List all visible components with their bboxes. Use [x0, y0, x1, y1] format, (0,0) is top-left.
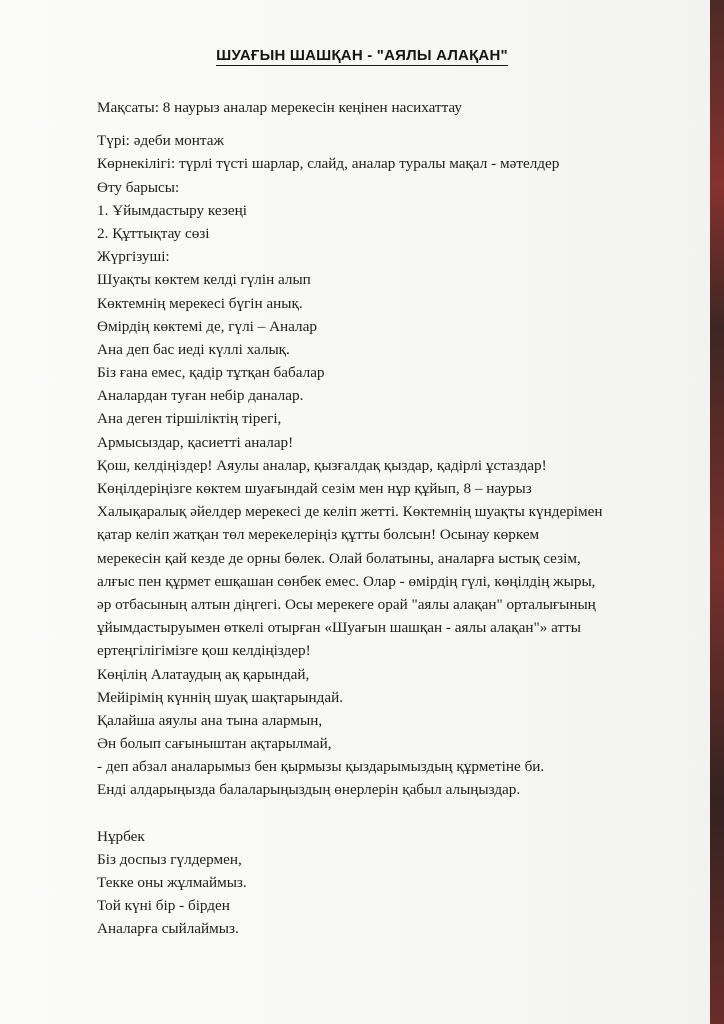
text-line: Шуақты көктем келді гүлін алып [97, 271, 311, 289]
document-title-text: ШУАҒЫН ШАШҚАН - "АЯЛЫ АЛАҚАН" [216, 47, 508, 64]
text-line: әр отбасының алтын діңгегі. Осы мерекеге орай "аялы алақан" орталығының [97, 595, 596, 613]
header-line: Өту барысы: [97, 178, 180, 196]
document-title [0, 47, 724, 64]
text-line: Көктемнің мерекесі бүгін анық. [97, 294, 303, 312]
poem-author: Нұрбек [97, 827, 145, 845]
text-line: Көңілдеріңізге көктем шуағындай сезім мен нұр құйып, 8 – наурыз [97, 480, 532, 497]
poem-line: Текке оны жұлмаймыз. [97, 874, 247, 891]
purpose-line: Мақсаты: 8 наурыз аналар мерекесін кеңінен насихаттау [97, 99, 462, 116]
text-line: Ана деген тіршіліктің тірегі, [97, 410, 282, 428]
header-line: Түрі: әдеби монтаж [97, 132, 224, 150]
header-line: Жүргізуші: [97, 248, 170, 266]
text-line: Халықаралық әйелдер мерекесі де келіп жетті. Көктемнің шуақты күндерімен [97, 503, 603, 521]
spacer [97, 802, 697, 825]
text-line: ертеңгілігімізге қош келдіңіздер! [97, 642, 311, 660]
text-line: Армысыздар, қасиетті аналар! [97, 433, 294, 451]
poem-line: Біз доспыз гүлдермен, [97, 850, 242, 868]
text-line: Ән болып сағыныштан ақтарылмай, [97, 735, 332, 753]
header-line: Көрнекілігі: түрлі түсті шарлар, слайд, аналар туралы мақал - мәтелдер [97, 155, 560, 173]
text-line: Ана деп бас иеді күллі халық. [97, 340, 290, 358]
text-line: Аналардан туған небір даналар. [97, 387, 304, 405]
text-line: Мейірімің күннің шуақ шақтарындай. [97, 688, 344, 706]
text-line: Өмірдің көктемі де, гүлі – Аналар [97, 317, 317, 335]
text-line: Қош, келдіңіздер! Аяулы аналар, қызғалдақ қыздар, қадірлі ұстаздар! [97, 456, 547, 474]
scan-edge-strip [710, 0, 724, 1024]
text-line: - деп абзал аналарымыз бен қырмызы қыздарымыздың құрметіне би. [97, 758, 545, 776]
header-line: 2. Құттықтау сөзі [97, 224, 210, 242]
text-line: Көңілің Алатаудың ақ қарындай, [97, 665, 310, 683]
header-line: 1. Ұйымдастыру кезеңі [97, 201, 247, 219]
text-line: ұйымдастыруымен өткелі отырған «Шуағын шашқан - аялы алақан"» атты [97, 619, 581, 637]
text-line: Қалайша аяулы ана тына алармын, [97, 711, 323, 729]
text-line: алғыс пен құрмет ешқашан сөнбек емес. Олар - өмірдің гүлі, көңілдің жыры, [97, 572, 596, 590]
text-line: Біз ғана емес, қадір тұтқан бабалар [97, 364, 325, 382]
spacer [97, 119, 697, 129]
poem-line: Аналарға сыйлаймыз. [97, 920, 239, 938]
document-body [97, 96, 697, 941]
text-line: қатар келіп жатқан төл мерекелеріңіз құтты болсын! Осынау көркем [97, 526, 540, 544]
text-line: Енді алдарыңызда балаларыңыздың өнерлерін қабыл алыңыздар. [97, 781, 521, 799]
poem-line: Той күні бір - бірден [97, 897, 230, 915]
text-line: мерекесін қай кезде де орны бөлек. Олай болатыны, аналарға ыстық сезім, [97, 549, 581, 567]
